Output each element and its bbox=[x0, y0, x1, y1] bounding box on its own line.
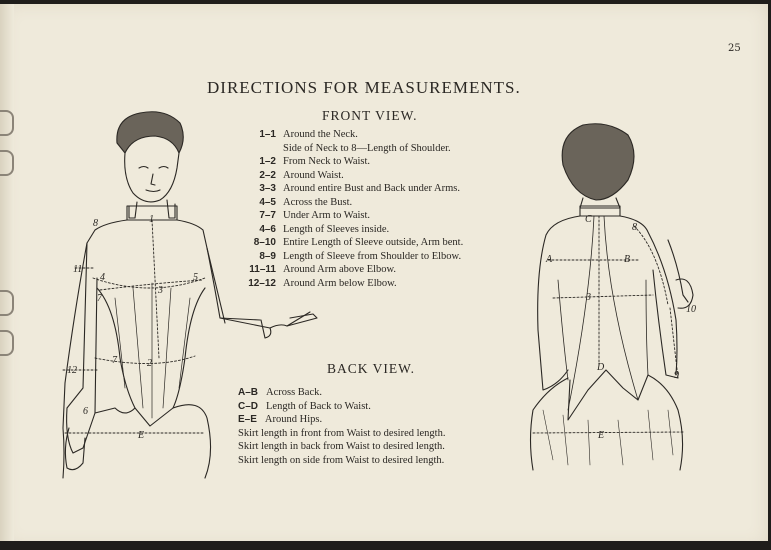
label-C: C bbox=[585, 214, 592, 225]
label-5: 5 bbox=[193, 272, 198, 283]
measurement-text: Length of Sleeve from Shoulder to Elbow. bbox=[283, 250, 462, 262]
label-8: 8 bbox=[93, 218, 98, 229]
measurement-text: Around Arm below Elbow. bbox=[283, 277, 397, 289]
label-3: 3 bbox=[586, 292, 591, 303]
label-6: 6 bbox=[83, 406, 88, 417]
measurement-text: Entire Length of Sleeve outside, Arm bent. bbox=[283, 237, 464, 248]
right-arm-outline bbox=[207, 248, 317, 338]
label-11: 11 bbox=[73, 264, 83, 275]
measure-lines bbox=[533, 216, 683, 433]
label-D: D bbox=[597, 362, 605, 373]
label-10: 10 bbox=[686, 304, 696, 315]
measurement-code: C–D bbox=[238, 400, 259, 412]
binding-gutter bbox=[0, 4, 14, 541]
binding-ring bbox=[0, 150, 14, 176]
label-A: A bbox=[546, 254, 553, 265]
measurement-code: 12–12 bbox=[248, 277, 276, 289]
label-7a: 7 bbox=[97, 293, 102, 304]
measurement-code: E–E bbox=[238, 414, 257, 425]
measurement-text: Around Arm above Elbow. bbox=[283, 264, 397, 275]
measurement-code: 8–9 bbox=[259, 250, 276, 262]
label-E: E bbox=[598, 430, 605, 441]
hair-shape bbox=[117, 112, 183, 153]
bodice-seams bbox=[558, 216, 648, 410]
measurement-text: Skirt length on side from Waist to desired length. bbox=[238, 454, 445, 466]
measurement-text: Around Waist. bbox=[283, 169, 344, 181]
measurement-code: 8–10 bbox=[253, 237, 276, 248]
measurement-code: 3–3 bbox=[259, 183, 276, 194]
basque-outline bbox=[568, 370, 648, 420]
measurement-code: 1–1 bbox=[259, 129, 276, 140]
hair-shape bbox=[562, 124, 634, 200]
measurement-text: Around Hips. bbox=[264, 414, 323, 425]
binding-ring bbox=[0, 110, 14, 136]
label-2: 2 bbox=[147, 358, 152, 369]
label-9: 9 bbox=[674, 370, 679, 381]
measurement-code: 4–5 bbox=[259, 196, 276, 208]
measurement-code: A–B bbox=[238, 387, 259, 398]
front-view-heading: FRONT VIEW. bbox=[322, 108, 418, 123]
measurement-code: 1–2 bbox=[259, 156, 276, 167]
label-8: 8 bbox=[632, 222, 637, 233]
left-cuff bbox=[67, 408, 95, 453]
label-1: 1 bbox=[149, 214, 154, 225]
skirt-outline bbox=[531, 375, 683, 470]
measurement-text: Skirt length in back from Waist to desired length. bbox=[238, 441, 445, 452]
corset-seams bbox=[115, 283, 190, 418]
measurement-text: Around entire Bust and Back under Arms. bbox=[283, 183, 461, 194]
back-view-illustration bbox=[528, 120, 698, 480]
label-B: B bbox=[624, 254, 631, 265]
measurement-code: 4–6 bbox=[259, 223, 276, 235]
measurement-text: From Neck to Waist. bbox=[283, 156, 371, 167]
measurement-text: Side of Neck to 8—Length of Shoulder. bbox=[283, 142, 451, 154]
face-features bbox=[139, 167, 168, 192]
back-view-heading: BACK VIEW. bbox=[327, 361, 416, 376]
measurement-text: Length of Back to Waist. bbox=[266, 400, 371, 412]
measurement-code: 2–2 bbox=[259, 169, 276, 181]
label-4: 4 bbox=[100, 272, 105, 283]
label-7b: 7 bbox=[112, 355, 117, 366]
measurement-code: 7–7 bbox=[259, 210, 276, 221]
measurement-text: Around the Neck. bbox=[283, 129, 358, 140]
measurement-text: Length of Sleeves inside. bbox=[283, 223, 390, 235]
measurement-text: Skirt length in front from Waist to desired length. bbox=[238, 427, 446, 439]
front-view-illustration bbox=[55, 108, 325, 483]
skirt-drapery bbox=[543, 410, 673, 465]
scan-edge bbox=[0, 541, 771, 550]
label-3: 3 bbox=[158, 285, 163, 296]
measurement-text: Across Back. bbox=[266, 387, 323, 398]
binding-ring bbox=[0, 330, 14, 356]
binding-ring bbox=[0, 290, 14, 316]
scan-edge bbox=[0, 0, 771, 4]
label-E: E bbox=[138, 430, 145, 441]
label-12: 12 bbox=[67, 365, 77, 376]
measurement-text: Across the Bust. bbox=[283, 196, 353, 208]
measurement-text: Under Arm to Waist. bbox=[283, 210, 371, 221]
measurement-code: 11–11 bbox=[249, 264, 276, 275]
page-title: DIRECTIONS FOR MEASUREMENTS. bbox=[207, 78, 521, 97]
page-number: 25 bbox=[728, 43, 741, 54]
